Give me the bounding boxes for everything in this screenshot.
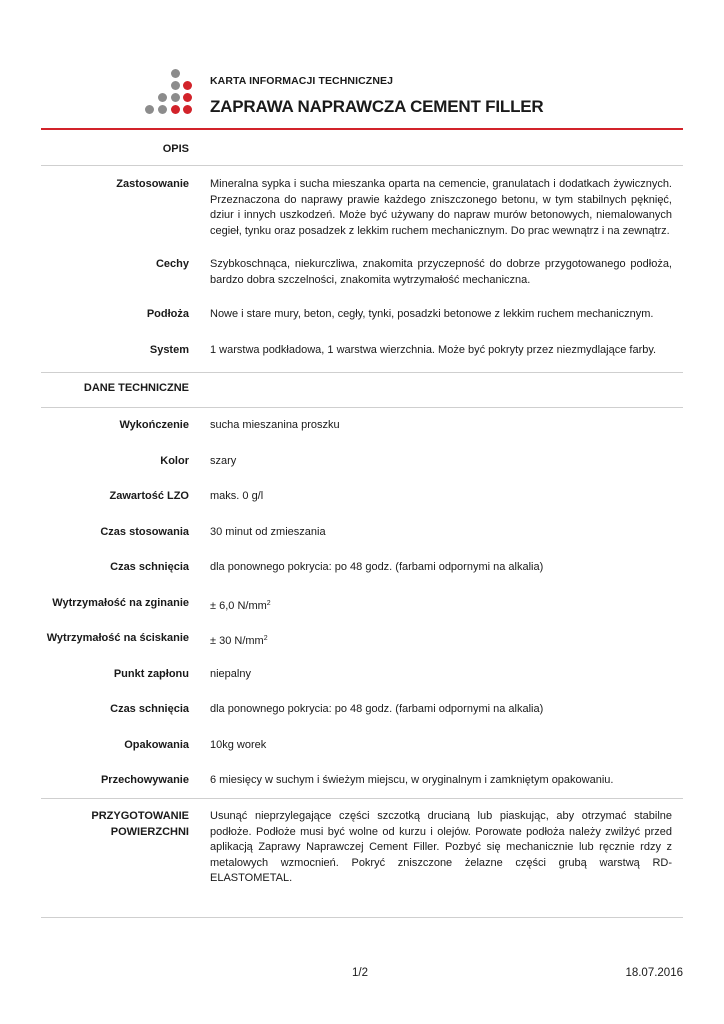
row-value: 1 warstwa podkładowa, 1 warstwa wierzchnia. Może być pokryty przez niezmydlające farby. (210, 344, 657, 356)
row-label: Wykończenie (119, 419, 189, 431)
logo-dot (171, 81, 180, 90)
divider (41, 372, 683, 373)
row-label: Wytrzymałość na zginanie (52, 597, 189, 609)
label-line: POWIERZCHNI (110, 825, 189, 838)
divider (41, 798, 683, 799)
row-value: 6 miesięcy w suchym i świeżym miejscu, w oryginalnym i zamkniętym opakowaniu. (210, 774, 614, 786)
row-label: Zawartość LZO (109, 490, 189, 502)
logo-dot (145, 105, 154, 114)
row-value: dla ponownego pokrycia: po 48 godz. (farbami odpornymi na alkalia) (210, 561, 544, 573)
row-label: Czas schnięcia (110, 561, 189, 573)
divider (41, 917, 683, 918)
logo-dot (171, 69, 180, 78)
section-heading-przygotowanie (91, 809, 189, 840)
row-value: Usunąć nieprzylegające części szczotką drucianą lub piaskując, aby otrzymać stabilne podłoże. Podłoże musi być wolne od kurzu i olejów. Porowate podłoża należy zwilżyć przed aplikacją Zaprawy Naprawczej Cement Filler. Pozbyć się mechanicznie lub ręcznie rdzy z metalowych wzmocnień. Pokryć zniszczone żelazne części grubą warstwą RD-ELASTOMETAL. (210, 810, 672, 884)
section-heading-opis: OPIS (162, 143, 189, 155)
row-value: dla ponownego pokrycia: po 48 godz. (farbami odpornymi na alkalia) (210, 703, 544, 715)
row-value: Nowe i stare mury, beton, cegły, tynki, posadzki betonowe z lekkim ruchem mechanicznym. (210, 308, 654, 320)
row-value (210, 596, 672, 615)
divider (41, 407, 683, 408)
section-heading-dane-techniczne: DANE TECHNICZNE (83, 382, 189, 394)
row-label: Przechowywanie (100, 774, 189, 786)
logo-dot (158, 93, 167, 102)
row-label: Kolor (160, 455, 189, 467)
value-text: ± 6,0 N/mm (210, 600, 267, 612)
divider (41, 165, 683, 166)
page-title: ZAPRAWA NAPRAWCZA CEMENT FILLER (210, 97, 544, 116)
document-date: 18.07.2016 (625, 967, 683, 979)
logo-dot (183, 81, 192, 90)
logo-dot (183, 105, 192, 114)
logo-dot (171, 105, 180, 114)
header-divider (41, 128, 683, 130)
logo-dot (158, 105, 167, 114)
page-number: 1/2 (352, 967, 368, 979)
company-logo (144, 68, 194, 118)
unit-exponent: 2 (263, 635, 268, 642)
document-type: KARTA INFORMACJI TECHNICZNEJ (210, 75, 394, 87)
row-label: System (149, 344, 189, 356)
row-label: Czas schnięcia (110, 703, 189, 715)
label-line: PRZYGOTOWANIE (91, 810, 189, 822)
row-label: Cechy (155, 258, 189, 270)
row-label: Zastosowanie (116, 178, 189, 190)
row-value: Szybkoschnąca, niekurczliwa, znakomita przyczepność do dobrze przygotowanego podłoża, bardzo dobra szczelności, znakomita wytrzymałość mechaniczna. (210, 258, 672, 286)
row-label: Podłoża (146, 308, 189, 320)
value-text: ± 30 N/mm (210, 635, 264, 647)
logo-dot (183, 93, 192, 102)
row-value: niepalny (210, 668, 251, 680)
row-value: Mineralna sypka i sucha mieszanka oparta na cemencie, granulatach i dodatkach żywicznych. Przeznaczona do naprawy prawie każdego zniszczonego betonu, w tym stabilnych pęknięć, dziur i innych uszkodzeń. Może być używany do napraw murów betonowych, niemalowanych cegieł, tynku oraz posadzek z lekkim ruchem mechanicznym. Do prac wewnątrz i na zewnątrz. (210, 178, 672, 237)
row-value: 30 minut od zmieszania (210, 526, 326, 538)
logo-dot (171, 93, 180, 102)
row-value: 10kg worek (210, 739, 267, 751)
row-value (210, 631, 672, 650)
row-value: sucha mieszanina proszku (210, 419, 340, 431)
unit-exponent: 2 (266, 600, 271, 607)
row-value: maks. 0 g/l (210, 490, 264, 502)
row-label: Punkt zapłonu (113, 668, 189, 680)
row-label: Opakowania (124, 739, 189, 751)
row-value: szary (210, 455, 237, 467)
row-label: Czas stosowania (100, 526, 189, 538)
row-label: Wytrzymałość na ściskanie (46, 632, 189, 644)
